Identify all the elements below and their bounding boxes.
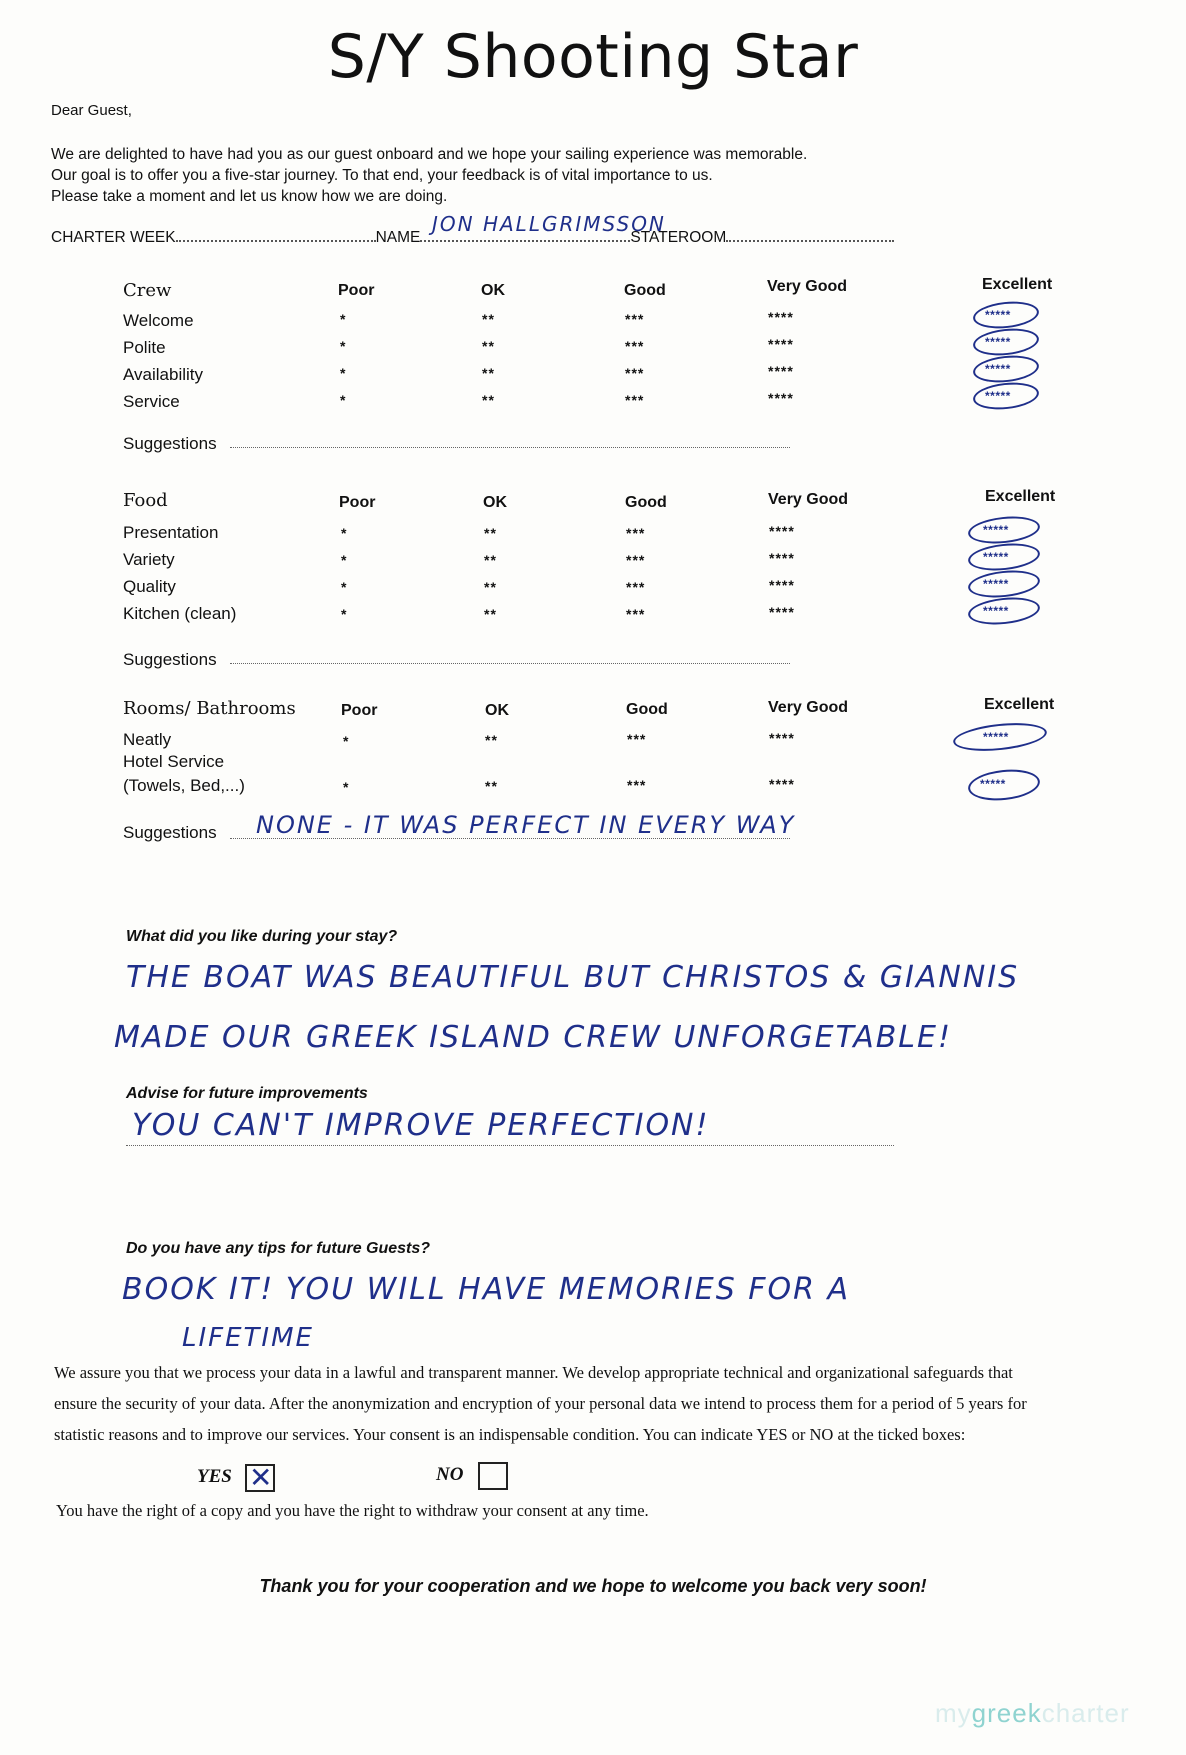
rating-ok[interactable]: ** [482,338,495,354]
col-ok: OK [483,494,507,511]
answer-improvements: YOU CAN'T IMPROVE PERFECTION! [132,1108,710,1143]
data-consent-text [54,1357,1154,1450]
intro-text [51,144,951,207]
rating-ok[interactable]: ** [482,365,495,381]
rating-poor[interactable]: * [340,365,347,381]
legal-line: ensure the security of your data. After the anonymization and encryption of your personal data we intend to process them for a period of 5 years for [54,1394,1027,1413]
rating-very-good[interactable]: **** [769,604,795,620]
col-poor: Poor [338,282,375,299]
rating-very-good[interactable]: **** [769,776,795,792]
legal-line: We assure you that we process your data in a lawful and transparent manner. We develop appropriate technical and organizational safeguards that [54,1363,1013,1382]
rating-very-good[interactable]: **** [768,390,794,406]
rating-very-good[interactable]: **** [768,363,794,379]
rating-very-good[interactable]: **** [769,730,795,746]
question-improvements: Advise for future improvements [126,1085,368,1102]
suggestions-field[interactable] [230,662,790,664]
rating-excellent: ***** [980,777,1006,791]
yes-label: YES [197,1466,232,1487]
no-label: NO [436,1464,464,1485]
col-ok: OK [481,282,505,299]
rating-good[interactable]: *** [625,311,645,327]
col-very-good: Very Good [767,278,848,295]
watermark-part: my [935,1698,972,1728]
col-excellent: Excellent [985,488,1056,505]
row-label: Service [123,392,180,411]
intro-line: Please take a moment and let us know how we are doing. [51,188,448,205]
rating-poor[interactable]: * [343,733,350,749]
no-checkbox[interactable] [478,1462,508,1490]
rating-poor[interactable]: * [341,606,348,622]
rating-poor[interactable]: * [341,525,348,541]
row-label: Variety [123,550,175,569]
rating-good[interactable]: *** [625,392,645,408]
row-label: (Towels, Bed,...) [123,776,245,795]
rating-ok[interactable]: ** [484,579,497,595]
suggestions-field[interactable] [230,446,790,448]
rating-ok[interactable]: ** [484,525,497,541]
rights-text: You have the right of a copy and you have the right to withdraw your consent at any time. [56,1501,649,1520]
rating-good[interactable]: *** [626,606,646,622]
answer-tips-line1: BOOK IT! YOU WILL HAVE MEMORIES FOR A [122,1272,851,1307]
watermark-part: charter [1041,1698,1130,1728]
rating-good[interactable]: *** [625,365,645,381]
rating-good[interactable]: *** [625,338,645,354]
improvements-field[interactable] [126,1144,894,1146]
suggestions-label: Suggestions [123,650,217,669]
watermark-logo [935,1698,1130,1729]
answer-tips-line2: LIFETIME [182,1323,314,1353]
stateroom-label: STATEROOM [630,229,727,246]
suggestions-label: Suggestions [123,434,217,453]
charter-week-label: CHARTER WEEK [51,229,176,246]
rating-excellent: ***** [983,730,1009,744]
col-ok: OK [485,702,509,719]
rating-very-good[interactable]: **** [769,550,795,566]
question-liked: What did you like during your stay? [126,928,398,945]
col-good: Good [624,282,666,299]
row-label: Presentation [123,523,219,542]
row-label: Availability [123,365,204,384]
rating-ok[interactable]: ** [485,778,498,794]
row-label: Neatly [123,730,172,749]
checkmark-x-icon: ✕ [249,1462,273,1493]
col-poor: Poor [341,702,378,719]
rating-excellent: ***** [983,604,1009,618]
section-title: Crew [123,280,172,301]
col-excellent: Excellent [982,276,1053,293]
suggestions-label: Suggestions [123,823,217,842]
rating-ok[interactable]: ** [482,311,495,327]
rating-ok[interactable]: ** [484,552,497,568]
legal-line: statistic reasons and to improve our services. Your consent is an indispensable condition. You can indicate YES or NO at the ticked boxes: [54,1425,966,1444]
row-label: Quality [123,577,176,596]
closing-message: Thank you for your cooperation and we hope to welcome you back very soon! [259,1576,927,1596]
rating-poor[interactable]: * [340,392,347,408]
suggestions-handwritten: NONE - IT WAS PERFECT IN EVERY WAY [256,811,796,839]
rating-excellent: ***** [985,362,1011,376]
rating-excellent: ***** [985,389,1011,403]
rating-ok[interactable]: ** [482,392,495,408]
answer-liked-line2: MADE OUR GREEK ISLAND CREW UNFORGETABLE! [114,1020,952,1055]
row-label: Welcome [123,311,194,330]
rating-very-good[interactable]: **** [768,336,794,352]
row-label: Hotel Service [123,752,225,771]
rating-good[interactable]: *** [627,777,647,793]
rating-poor[interactable]: * [340,338,347,354]
rating-ok[interactable]: ** [485,732,498,748]
rating-good[interactable]: *** [626,525,646,541]
section-title: Rooms/ Bathrooms [123,698,296,719]
rating-excellent: ***** [983,550,1009,564]
rating-poor[interactable]: * [341,579,348,595]
row-label: Kitchen (clean) [123,604,237,623]
rating-very-good[interactable]: **** [769,523,795,539]
watermark-part: greek [971,1698,1042,1728]
intro-line: We are delighted to have had you as our guest onboard and we hope your sailing experience was memorable. [51,146,808,163]
charter-week-field[interactable] [176,226,376,242]
col-very-good: Very Good [768,699,849,716]
name-value: JON HALLGRIMSSON [432,212,666,236]
rating-poor[interactable]: * [340,311,347,327]
col-poor: Poor [339,494,376,511]
rating-good[interactable]: *** [627,731,647,747]
greeting: Dear Guest, [51,102,132,119]
rating-excellent: ***** [983,577,1009,591]
rating-good[interactable]: *** [626,552,646,568]
col-good: Good [626,701,668,718]
rating-very-good[interactable]: **** [768,309,794,325]
rating-excellent: ***** [985,308,1011,322]
rating-good[interactable]: *** [626,579,646,595]
question-tips: Do you have any tips for future Guests? [126,1240,431,1257]
rating-poor[interactable]: * [343,779,350,795]
rating-ok[interactable]: ** [484,606,497,622]
col-very-good: Very Good [768,491,849,508]
row-label: Polite [123,338,166,357]
col-good: Good [625,494,667,511]
rating-excellent: ***** [983,523,1009,537]
rating-poor[interactable]: * [341,552,348,568]
rating-very-good[interactable]: **** [769,577,795,593]
stateroom-field[interactable] [726,226,894,242]
rating-excellent: ***** [985,335,1011,349]
name-label: NAME [375,229,421,246]
page-title: S/Y Shooting Star [327,22,859,92]
section-title: Food [123,490,168,511]
col-excellent: Excellent [984,696,1055,713]
intro-line: Our goal is to offer you a five-star journey. To that end, your feedback is of vital importance to us. [51,167,713,184]
answer-liked-line1: THE BOAT WAS BEAUTIFUL BUT CHRISTOS & GIANNIS [126,960,1020,995]
